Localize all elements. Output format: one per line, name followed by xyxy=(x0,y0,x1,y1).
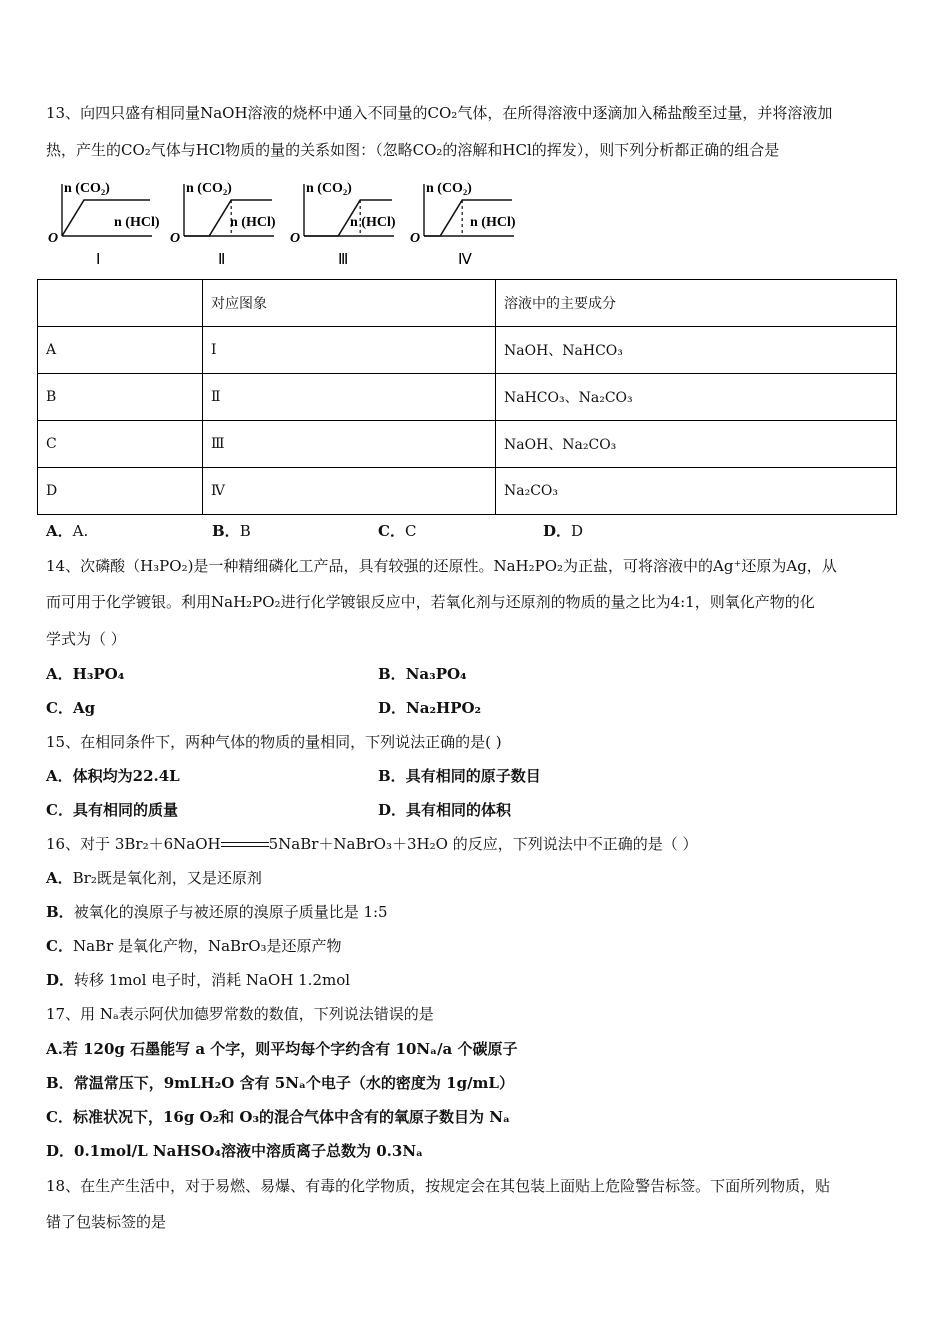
table-cell: NaOH、Na₂CO₃ xyxy=(496,421,897,468)
table-row xyxy=(38,374,897,421)
q13-option-d[interactable]: D．D xyxy=(543,522,584,540)
table-cell: Ⅲ xyxy=(203,421,496,468)
graph-roman-label: Ⅲ xyxy=(338,252,349,268)
table-row xyxy=(38,421,897,468)
q18-stem-line1: 18、在生产生活中，对于易燃、易爆、有毒的化学物质，按规定会在其包装上面贴上危险警告标签。下面所列物质，贴 xyxy=(46,1177,831,1195)
graph-roman-label: Ⅳ xyxy=(458,252,472,268)
graph-y-label: n (CO₂) xyxy=(186,181,232,196)
table-header-row xyxy=(38,280,897,327)
q16-option-b[interactable]: B．被氧化的溴原子与被还原的溴原子质量比是 1:5 xyxy=(46,903,388,921)
q18-stem-line2: 错了包装标签的是 xyxy=(46,1213,167,1231)
table-cell: C xyxy=(38,421,203,468)
q13-option-b[interactable]: B．B xyxy=(212,522,251,540)
q17-option-b[interactable]: B．常温常压下，9mLH₂O 含有 5Nₐ个电子（水的密度为 1g/mL） xyxy=(46,1074,514,1092)
graph-y-label: n (CO₂) xyxy=(426,181,472,196)
q15-option-c[interactable]: C．具有相同的质量 xyxy=(46,801,178,819)
table-cell: NaHCO₃、Na₂CO₃ xyxy=(496,374,897,421)
q14-option-b[interactable]: B．Na₃PO₄ xyxy=(378,665,467,683)
table-cell: B xyxy=(38,374,203,421)
table-cell: Ⅰ xyxy=(203,327,496,374)
table-header-cell: 对应图象 xyxy=(203,280,496,327)
q15-option-d[interactable]: D．具有相同的体积 xyxy=(378,801,512,819)
q15-option-b[interactable]: B．具有相同的原子数目 xyxy=(378,767,541,785)
graph-roman-label: Ⅰ xyxy=(96,252,101,268)
table-cell: NaOH、NaHCO₃ xyxy=(496,327,897,374)
q16-stem: 16、对于 3Br₂＋6NaOH 5NaBr＋NaBrO₃＋3H₂O 的反应，下列说法中不正确的是（ ） xyxy=(46,835,698,853)
q14-option-d[interactable]: D．Na₂HPO₂ xyxy=(378,699,482,717)
q13-option-a[interactable]: A．A. xyxy=(46,522,89,540)
graph-x-label: n (HCl) xyxy=(470,215,516,230)
table-row xyxy=(38,468,897,515)
table-header-cell xyxy=(38,280,203,327)
q17-option-a[interactable]: A.若 120g 石墨能写 a 个字，则平均每个字约含有 10Nₐ/a 个碳原子 xyxy=(46,1040,518,1058)
table-cell: Ⅳ xyxy=(203,468,496,515)
graph-origin-label: O xyxy=(48,231,59,246)
graph-origin-label: O xyxy=(170,231,181,246)
q14-option-c[interactable]: C．Ag xyxy=(46,699,96,717)
graph-x-label: n (HCl) xyxy=(230,215,276,230)
q13-option-c[interactable]: C．C xyxy=(378,522,417,540)
q13-answer-table xyxy=(37,279,897,515)
q16-option-d[interactable]: D．转移 1mol 电子时，消耗 NaOH 1.2mol xyxy=(46,971,351,989)
q17-option-c[interactable]: C．标准状况下，16g O₂和 O₃的混合气体中含有的氧原子数目为 Nₐ xyxy=(46,1108,510,1126)
q13-graphs xyxy=(44,172,544,270)
table-cell: Ⅱ xyxy=(203,374,496,421)
table-row xyxy=(38,327,897,374)
graph-origin-label: O xyxy=(290,231,301,246)
q15-stem: 15、在相同条件下，两种气体的物质的量相同，下列说法正确的是( ) xyxy=(46,733,502,751)
q14-stem-line3: 学式为（ ） xyxy=(46,630,126,648)
graph-y-label: n (CO₂) xyxy=(64,181,110,196)
q17-option-d[interactable]: D．0.1mol/L NaHSO₄溶液中溶质离子总数为 0.3Nₐ xyxy=(46,1142,424,1160)
table-header-cell: 溶液中的主要成分 xyxy=(496,280,897,327)
q17-stem: 17、用 Nₐ表示阿伏加德罗常数的数值，下列说法错误的是 xyxy=(46,1005,434,1023)
graph-x-label: n (HCl) xyxy=(114,215,160,230)
table-cell: D xyxy=(38,468,203,515)
table-cell: A xyxy=(38,327,203,374)
graph-x-label: n (HCl) xyxy=(350,215,396,230)
q13-stem-line1: 13、向四只盛有相同量NaOH溶液的烧杯中通入不同量的CO₂气体，在所得溶液中逐滴加入稀盐酸至过量，并将溶液加 xyxy=(46,104,833,122)
q16-option-a[interactable]: A．Br₂既是氧化剂，又是还原剂 xyxy=(46,869,262,887)
graph-y-label: n (CO₂) xyxy=(306,181,352,196)
q15-option-a[interactable]: A．体积均为22.4L xyxy=(46,767,180,785)
q14-option-a[interactable]: A．H₃PO₄ xyxy=(46,665,125,683)
q14-stem-line2: 而可用于化学镀银。利用NaH₂PO₂进行化学镀银反应中，若氧化剂与还原剂的物质的量之比为4:1，则氧化产物的化 xyxy=(46,593,815,611)
graph-roman-label: Ⅱ xyxy=(218,252,226,268)
equation-equals-sign xyxy=(221,838,269,852)
q13-stem-line2: 热，产生的CO₂气体与HCl物质的量的关系如图：（忽略CO₂的溶解和HCl的挥发），则下列分析都正确的组合是 xyxy=(46,141,780,159)
table-cell: Na₂CO₃ xyxy=(496,468,897,515)
graph-origin-label: O xyxy=(410,231,421,246)
q14-stem-line1: 14、次磷酸（H₃PO₂)是一种精细磷化工产品，具有较强的还原性。NaH₂PO₂为正盐，可将溶液中的Ag⁺还原为Ag，从 xyxy=(46,557,837,575)
q16-option-c[interactable]: C．NaBr 是氧化产物，NaBrO₃是还原产物 xyxy=(46,937,342,955)
